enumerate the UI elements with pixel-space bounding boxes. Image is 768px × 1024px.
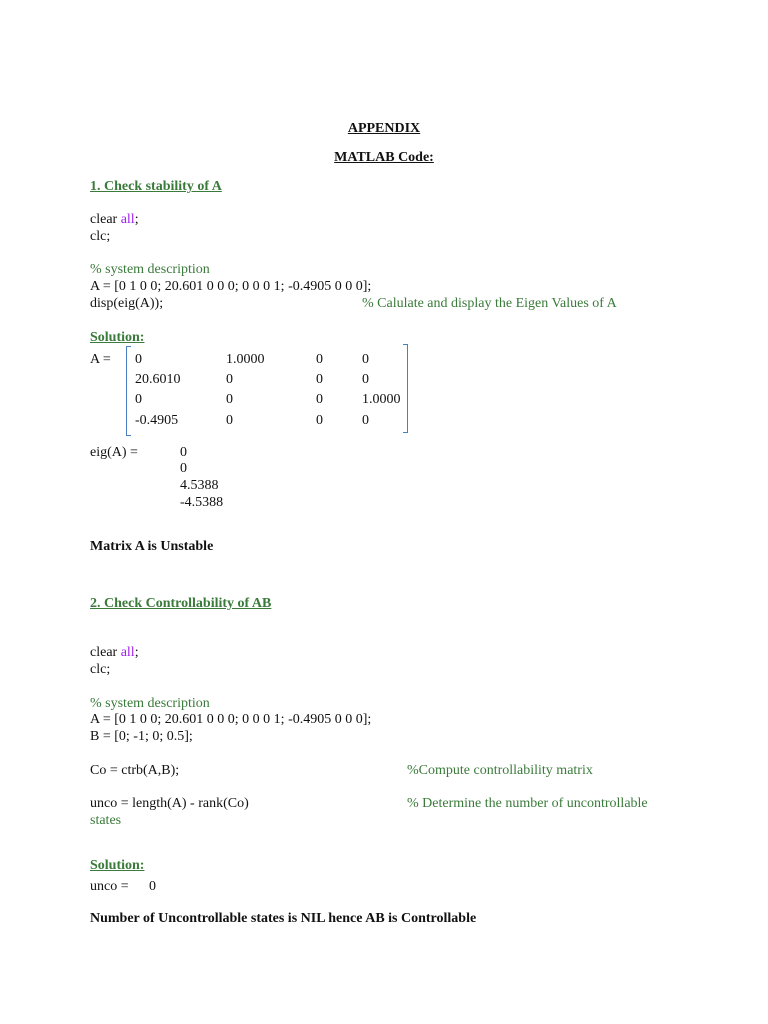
code-all-keyword: all: [120, 645, 135, 660]
matrix-cell: -0.4905: [135, 413, 179, 428]
section2-comment-co: %Compute controllability matrix: [407, 763, 593, 778]
section2-code-co: Co = ctrb(A,B);: [90, 763, 180, 778]
section1-comment-disp: % Calulate and display the Eigen Values of A: [362, 296, 617, 311]
eig-value: 4.5388: [180, 478, 219, 493]
matrix-cell: 0: [226, 413, 233, 428]
section1-solution-label: Solution:: [90, 330, 145, 345]
matrix-cell: 0: [362, 352, 369, 367]
eig-value: 0: [180, 461, 187, 476]
section1-clear-line: [90, 212, 139, 228]
eig-value: 0: [180, 445, 187, 460]
matrix-right-bracket: [403, 344, 408, 433]
appendix-title: APPENDIX: [347, 121, 421, 136]
matrix-cell: 0: [316, 413, 323, 428]
matrix-cell: 0: [362, 413, 369, 428]
matrix-cell: 0: [226, 392, 233, 407]
code-all-keyword: all: [120, 212, 135, 227]
matrix-cell: 0: [362, 372, 369, 387]
matrix-cell: 0: [316, 392, 323, 407]
matlab-code-subtitle: MATLAB Code:: [334, 150, 434, 165]
matrix-cell: 1.0000: [362, 392, 401, 407]
section2-conclusion: Number of Uncontrollable states is NIL hence AB is Controllable: [90, 911, 477, 926]
section2-clc-line: clc;: [90, 662, 111, 677]
section1-code-a: A = [0 1 0 0; 20.601 0 0 0; 0 0 0 1; -0.4905 0 0 0];: [90, 279, 372, 294]
section2-code-a: A = [0 1 0 0; 20.601 0 0 0; 0 0 0 1; -0.4905 0 0 0];: [90, 712, 372, 727]
matrix-left-bracket: [126, 346, 131, 436]
section2-result-value: 0: [149, 879, 156, 894]
section2-solution-label: Solution:: [90, 858, 145, 873]
section1-comment-system: % system description: [90, 262, 210, 277]
matrix-cell: 0: [316, 372, 323, 387]
section2-heading: 2. Check Controllability of AB: [90, 596, 272, 611]
matrix-cell: 0: [226, 372, 233, 387]
matrix-cell: 0: [135, 392, 142, 407]
section1-conclusion: Matrix A is Unstable: [90, 539, 214, 554]
code-clear: clear: [90, 212, 121, 227]
code-semicolon: ;: [134, 645, 139, 660]
section2-comment-unco-wrap: states: [90, 813, 122, 828]
matrix-cell: 20.6010: [135, 372, 181, 387]
matrix-label: A =: [90, 352, 111, 367]
section2-code-unco: unco = length(A) - rank(Co): [90, 796, 249, 811]
matrix-cell: 0: [316, 352, 323, 367]
code-semicolon: ;: [134, 212, 139, 227]
eig-label: eig(A) =: [90, 445, 138, 460]
section2-comment-system: % system description: [90, 696, 210, 711]
section2-comment-unco: % Determine the number of uncontrollable: [407, 796, 648, 811]
section2-result-label: unco =: [90, 879, 129, 894]
section1-clc-line: clc;: [90, 229, 111, 244]
eig-value: -4.5388: [180, 495, 224, 510]
matrix-cell: 0: [135, 352, 142, 367]
section2-clear-line: [90, 645, 139, 661]
matrix-cell: 1.0000: [226, 352, 265, 367]
code-clear: clear: [90, 645, 121, 660]
section1-heading: 1. Check stability of A: [90, 179, 222, 194]
section2-code-b: B = [0; -1; 0; 0.5];: [90, 729, 193, 744]
section1-code-disp: disp(eig(A));: [90, 296, 164, 311]
